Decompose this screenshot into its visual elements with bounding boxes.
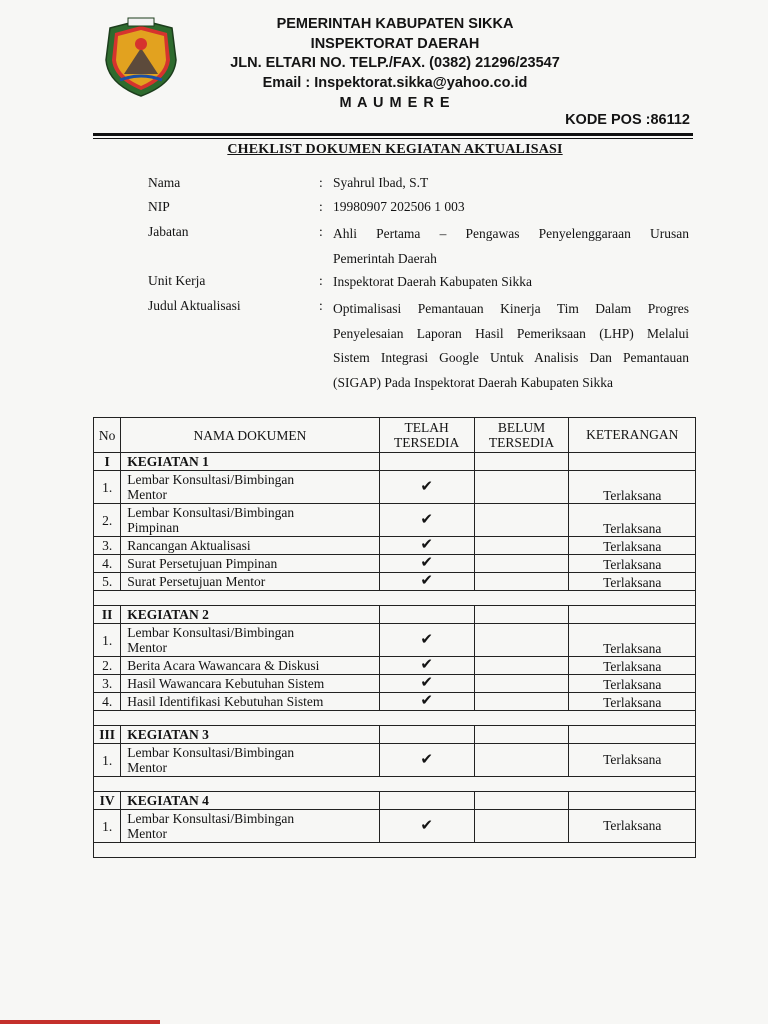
header-keterangan: KETERANGAN	[569, 418, 696, 453]
spacer-row	[94, 843, 696, 858]
table-header-row	[94, 418, 696, 453]
row-document-name: Hasil Wawancara Kebutuhan Sistem	[121, 675, 379, 693]
colon: :	[319, 273, 323, 288]
check-icon: ✔	[379, 693, 474, 711]
label-judul-aktualisasi: Judul Aktualisasi	[148, 298, 241, 313]
check-icon: ✔	[379, 504, 474, 537]
table-row	[94, 537, 696, 555]
label-nama: Nama	[148, 175, 181, 190]
check-icon: ✔	[379, 624, 474, 657]
spacer-row	[94, 711, 696, 726]
row-document-name: Lembar Konsultasi/Bimbingan Mentor	[121, 744, 379, 777]
value-judul-aktualisasi	[333, 297, 689, 395]
colon: :	[319, 199, 323, 214]
check-icon: ✔	[379, 657, 474, 675]
table-row	[94, 624, 696, 657]
letterhead-line-address: JLN. ELTARI NO. TELP./FAX. (0382) 21296/23547	[230, 55, 560, 71]
row-keterangan: Terlaksana	[569, 810, 696, 843]
belum-cell	[474, 657, 569, 675]
row-keterangan: Terlaksana	[569, 693, 696, 711]
label-nip: NIP	[148, 199, 170, 214]
value-jabatan-line2: Pemerintah Daerah	[333, 250, 437, 266]
table-row	[94, 744, 696, 777]
header-no: No	[94, 418, 121, 453]
colon: :	[319, 175, 323, 190]
row-keterangan: Terlaksana	[569, 624, 696, 657]
belum-cell	[474, 504, 569, 537]
row-no: 2.	[94, 657, 121, 675]
letterhead-rule-thin	[93, 138, 693, 139]
row-no: 1.	[94, 624, 121, 657]
section-name: KEGIATAN 4	[121, 792, 379, 810]
letterhead-rule-thick	[93, 133, 693, 136]
row-keterangan: Terlaksana	[569, 657, 696, 675]
value-unit-kerja: Inspektorat Daerah Kabupaten Sikka	[333, 274, 533, 289]
row-document-name: Lembar Konsultasi/Bimbingan Pimpinan	[121, 504, 379, 537]
table-row	[94, 471, 696, 504]
checklist-table	[93, 417, 696, 858]
section-no: III	[94, 726, 121, 744]
row-keterangan: Terlaksana	[569, 504, 696, 537]
spacer-row	[94, 777, 696, 792]
row-document-name: Surat Persetujuan Mentor	[121, 573, 379, 591]
belum-cell	[474, 573, 569, 591]
table-row	[94, 657, 696, 675]
row-document-name: Hasil Identifikasi Kebutuhan Sistem	[121, 693, 379, 711]
table-row	[94, 810, 696, 843]
postal-code: KODE POS :86112	[565, 112, 690, 128]
belum-cell	[474, 810, 569, 843]
row-document-name: Rancangan Aktualisasi	[121, 537, 379, 555]
table-row	[94, 675, 696, 693]
value-jabatan-line1: Ahli Pertama – Pengawas Penyelenggaraan Urusan	[333, 226, 689, 241]
check-icon: ✔	[379, 573, 474, 591]
colon: :	[319, 298, 323, 313]
row-keterangan: Terlaksana	[569, 471, 696, 504]
section-row	[94, 726, 696, 744]
value-judul-line1: Optimalisasi Pemantauan Kinerja Tim Dalam Progres	[333, 301, 689, 316]
table-row	[94, 693, 696, 711]
value-judul-line3: Sistem Integrasi Google Untuk Analisis Dan Pemantauan	[333, 350, 689, 365]
row-no: 4.	[94, 693, 121, 711]
colon: :	[319, 224, 323, 239]
header-telah-tersedia: TELAH TERSEDIA	[379, 418, 474, 453]
section-no: I	[94, 453, 121, 471]
header-belum-tersedia: BELUM TERSEDIA	[474, 418, 569, 453]
row-keterangan: Terlaksana	[569, 744, 696, 777]
belum-cell	[474, 537, 569, 555]
letterhead-line-email: Email : Inspektorat.sikka@yahoo.co.id	[262, 75, 528, 91]
value-judul-line4: (SIGAP) Pada Inspektorat Daerah Kabupaten Sikka	[333, 374, 614, 390]
check-icon: ✔	[379, 744, 474, 777]
section-no: IV	[94, 792, 121, 810]
check-icon: ✔	[379, 555, 474, 573]
label-jabatan: Jabatan	[148, 224, 189, 239]
section-row	[94, 606, 696, 624]
letterhead-line-government: PEMERINTAH KABUPATEN SIKKA	[276, 16, 514, 32]
row-document-name: Berita Acara Wawancara & Diskusi	[121, 657, 379, 675]
check-icon: ✔	[379, 537, 474, 555]
value-jabatan	[333, 222, 689, 271]
row-keterangan: Terlaksana	[569, 573, 696, 591]
row-document-name: Lembar Konsultasi/Bimbingan Mentor	[121, 624, 379, 657]
belum-cell	[474, 675, 569, 693]
section-name: KEGIATAN 2	[121, 606, 379, 624]
table-row	[94, 573, 696, 591]
table-row	[94, 504, 696, 537]
document-title: CHEKLIST DOKUMEN KEGIATAN AKTUALISASI	[227, 142, 563, 157]
belum-cell	[474, 693, 569, 711]
section-name: KEGIATAN 3	[121, 726, 379, 744]
row-keterangan: Terlaksana	[569, 555, 696, 573]
check-icon: ✔	[379, 471, 474, 504]
value-nip: 19980907 202506 1 003	[333, 199, 465, 214]
section-name: KEGIATAN 1	[121, 453, 379, 471]
scan-edge-mark	[0, 1020, 160, 1024]
row-no: 1.	[94, 471, 121, 504]
belum-cell	[474, 555, 569, 573]
row-document-name: Lembar Konsultasi/Bimbingan Mentor	[121, 810, 379, 843]
row-no: 3.	[94, 537, 121, 555]
row-document-name: Lembar Konsultasi/Bimbingan Mentor	[121, 471, 379, 504]
belum-cell	[474, 471, 569, 504]
belum-cell	[474, 624, 569, 657]
value-nama: Syahrul Ibad, S.T	[333, 175, 429, 190]
table-row	[94, 555, 696, 573]
section-row	[94, 792, 696, 810]
row-no: 2.	[94, 504, 121, 537]
row-no: 1.	[94, 744, 121, 777]
value-judul-line2: Penyelesaian Laporan Hasil Pemeriksaan (LHP) Melalui	[333, 325, 689, 341]
row-no: 4.	[94, 555, 121, 573]
letterhead-line-city: M A U M E R E	[339, 95, 451, 111]
section-no: II	[94, 606, 121, 624]
row-no: 3.	[94, 675, 121, 693]
row-keterangan: Terlaksana	[569, 675, 696, 693]
check-icon: ✔	[379, 675, 474, 693]
label-unit-kerja: Unit Kerja	[148, 273, 206, 288]
header-nama-dokumen: NAMA DOKUMEN	[121, 418, 379, 453]
check-icon: ✔	[379, 810, 474, 843]
row-document-name: Surat Persetujuan Pimpinan	[121, 555, 379, 573]
row-no: 5.	[94, 573, 121, 591]
row-keterangan: Terlaksana	[569, 537, 696, 555]
row-no: 1.	[94, 810, 121, 843]
belum-cell	[474, 744, 569, 777]
section-row	[94, 453, 696, 471]
letterhead-line-office: INSPEKTORAT DAERAH	[310, 36, 480, 52]
spacer-row	[94, 591, 696, 606]
